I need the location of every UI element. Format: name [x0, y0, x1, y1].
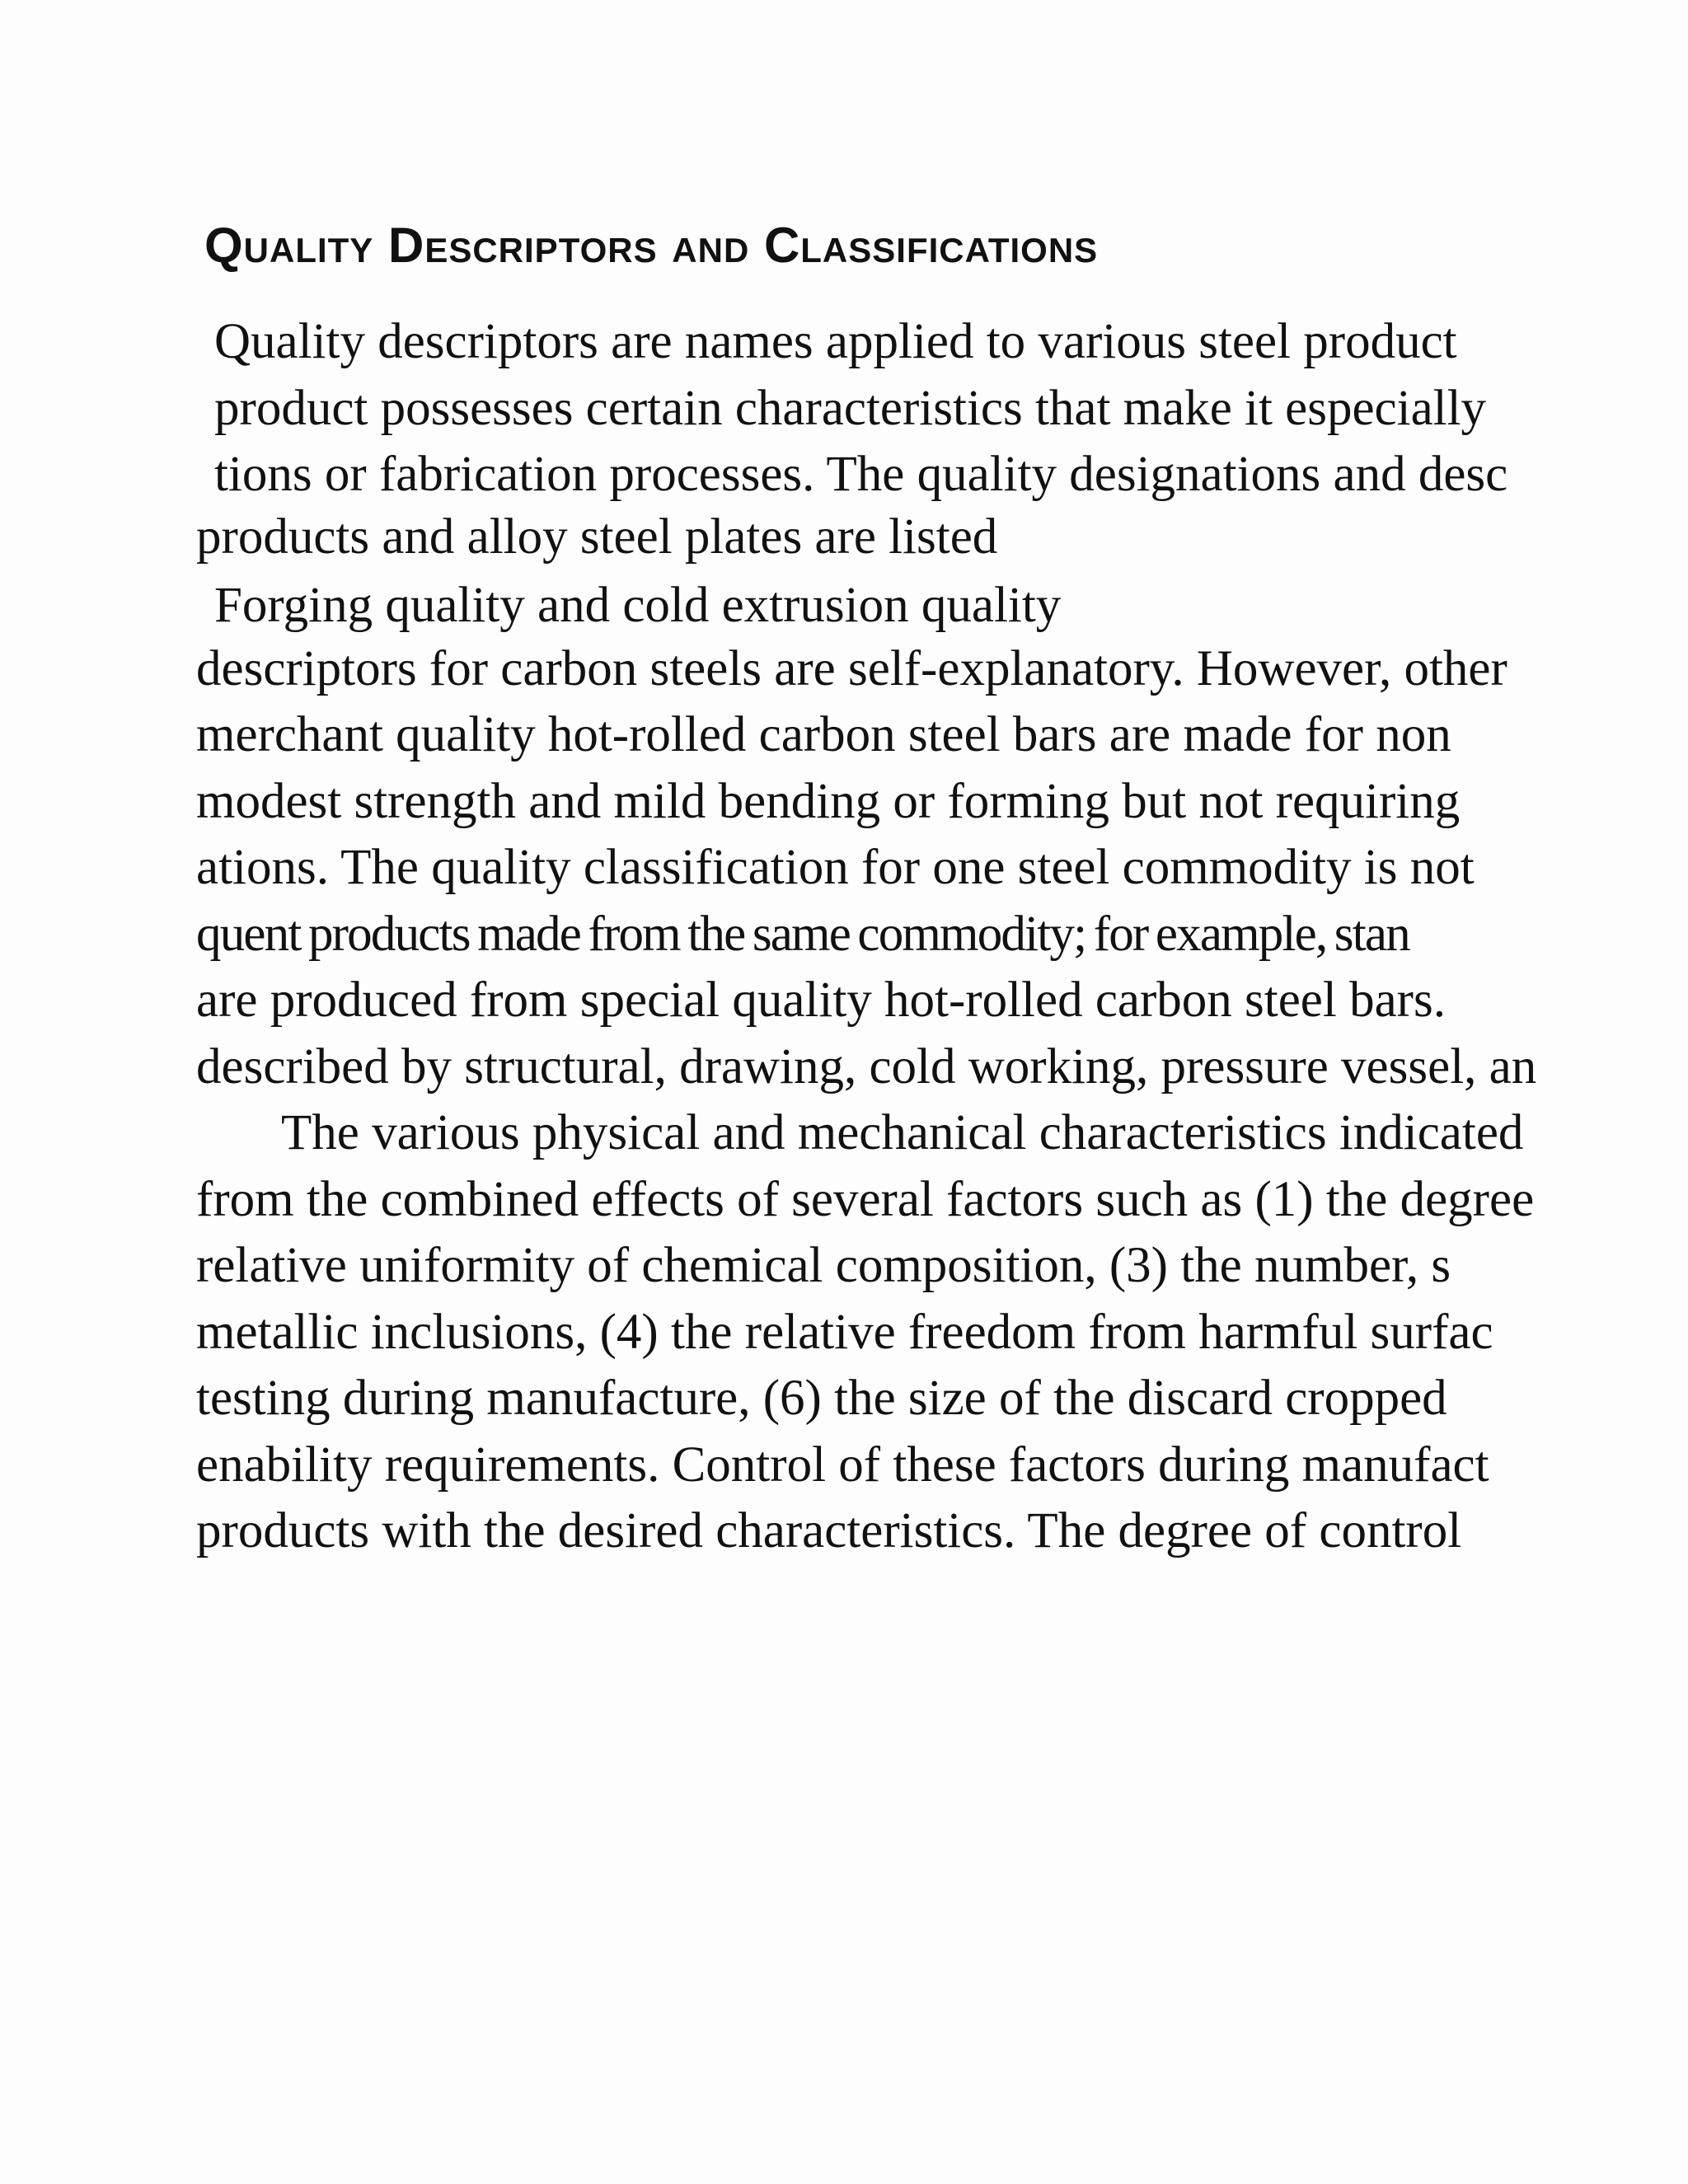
- text-line: descriptors for carbon steels are self-explanatory. However, other: [196, 640, 1507, 696]
- text-line: products with the desired characteristics. The degree of control: [196, 1503, 1462, 1558]
- text-line: modest strength and mild bending or forming but not requiring: [196, 773, 1461, 829]
- text-line: Quality descriptors are names applied to various steel product: [214, 314, 1457, 369]
- text-line: from the combined effects of several factors such as (1) the degree: [196, 1171, 1535, 1227]
- text-line: quent products made from the same commodity; for example, stan: [196, 906, 1409, 962]
- text-line: are produced from special quality hot-rolled carbon steel bars.: [196, 972, 1446, 1028]
- section-heading: Quality Descriptors and Classifications: [204, 218, 1099, 273]
- text-line: ations. The quality classification for one steel commodity is not: [196, 840, 1475, 895]
- text-line: testing during manufacture, (6) the size of the discard cropped: [196, 1371, 1447, 1426]
- text-line: enability requirements. Control of these factors during manufact: [196, 1436, 1489, 1493]
- text-line: tions or fabrication processes. The quality designations and desc: [214, 447, 1508, 502]
- text-line: described by structural, drawing, cold working, pressure vessel, an: [196, 1038, 1537, 1094]
- text-line: relative uniformity of chemical composition, (3) the number, s: [196, 1238, 1451, 1293]
- text-line: merchant quality hot-rolled carbon steel bars are made for non: [196, 707, 1451, 762]
- text-line: products and alloy steel plates are listed: [196, 509, 998, 565]
- text-line: The various physical and mechanical characteristics indicated: [281, 1105, 1524, 1160]
- text-line: metallic inclusions, (4) the relative freedom from harmful surfac: [196, 1304, 1493, 1360]
- text-line: Forging quality and cold extrusion quality: [214, 577, 1062, 633]
- text-line: product possesses certain characteristics that make it especially: [214, 380, 1487, 436]
- body-text: [196, 309, 1688, 1565]
